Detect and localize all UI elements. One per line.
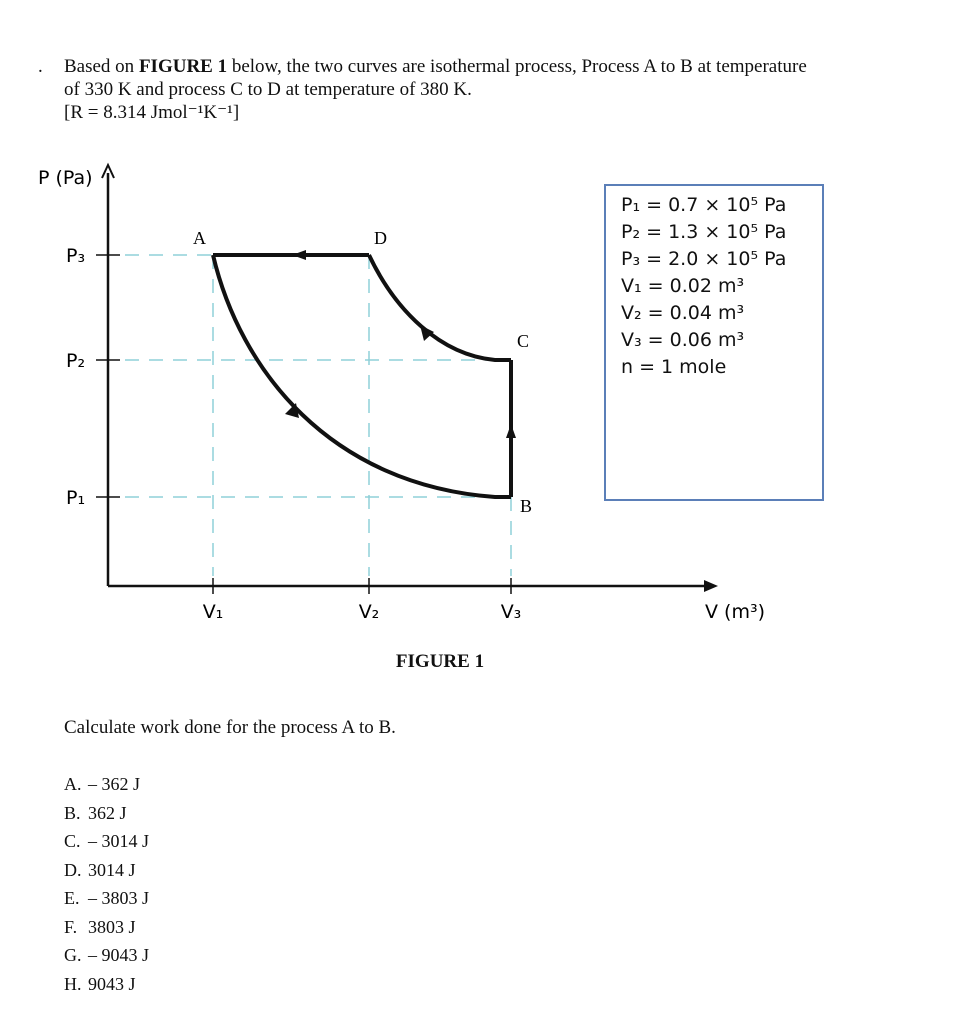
given-n: n = 1 mole [621, 356, 727, 378]
option-text: – 362 J [88, 774, 141, 794]
option-g[interactable] [64, 941, 149, 970]
option-text: – 3803 J [88, 888, 150, 908]
option-letter: H. [64, 973, 82, 994]
option-e[interactable] [64, 884, 149, 913]
option-text: 3803 J [88, 916, 136, 937]
x-axis-arrow-icon [704, 580, 718, 592]
x-tick-label-v2: V₂ [358, 601, 380, 623]
option-text: – 3014 J [88, 831, 150, 851]
option-text: 362 J [88, 802, 127, 823]
option-h[interactable] [64, 970, 149, 999]
given-values-box [604, 184, 824, 501]
option-d[interactable] [64, 856, 149, 885]
point-label-d: D [374, 228, 387, 248]
question-bullet: . [38, 56, 43, 77]
option-letter: F. [64, 916, 78, 937]
process-c-to-d [369, 255, 511, 360]
figure-caption: FIGURE 1 [395, 651, 485, 672]
y-tick-label-p3: P₃ [66, 245, 86, 267]
x-tick-label-v1: V₁ [202, 601, 224, 623]
point-label-a: A [193, 228, 206, 248]
given-p2: P₂ = 1.3 × 10⁵ Pa [621, 221, 787, 243]
question-line-2: of 330 K and process C to D at temperature of 380 K. [64, 79, 472, 100]
option-text: 3014 J [88, 859, 136, 880]
option-f[interactable] [64, 913, 149, 942]
point-label-c: C [517, 331, 530, 351]
arrow-b-to-c-icon [506, 424, 516, 438]
y-axis-label: P (Pa) [38, 167, 93, 189]
y-tick-label-p1: P₁ [66, 487, 86, 509]
point-label-b: B [520, 496, 533, 516]
given-v3: V₃ = 0.06 m³ [621, 329, 745, 351]
question-line-1 [64, 55, 963, 78]
process-a-to-b [213, 255, 511, 497]
option-a[interactable] [64, 770, 149, 799]
x-axis-label: V (m³) [705, 601, 765, 623]
option-c[interactable] [64, 827, 149, 856]
given-v2: V₂ = 0.04 m³ [621, 302, 745, 324]
option-text: 9043 J [88, 973, 136, 994]
question-intro-rest: below, the two curves are isothermal process, Process A to B at temperature [227, 56, 807, 77]
option-letter: B. [64, 802, 81, 823]
figure-reference: FIGURE 1 [138, 56, 228, 77]
given-p3: P₃ = 2.0 × 10⁵ Pa [621, 248, 787, 270]
option-letter: C. [64, 831, 81, 851]
option-letter: G. [64, 945, 82, 965]
arrow-d-to-a-icon [292, 250, 306, 260]
option-letter: A. [64, 774, 82, 794]
option-b[interactable] [64, 799, 149, 828]
question-prompt: Calculate work done for the process A to B. [64, 717, 396, 738]
option-text: – 9043 J [88, 945, 150, 965]
y-tick-label-p2: P₂ [66, 350, 86, 372]
arrow-c-to-d-icon [420, 325, 434, 341]
given-p1: P₁ = 0.7 × 10⁵ Pa [621, 194, 787, 216]
answer-options [64, 770, 149, 998]
x-tick-label-v3: V₃ [500, 601, 522, 623]
given-v1: V₁ = 0.02 m³ [621, 275, 745, 297]
option-letter: D. [64, 859, 82, 880]
option-letter: E. [64, 888, 80, 908]
gas-constant: [R = 8.314 Jmol⁻¹K⁻¹] [64, 102, 240, 123]
question-intro: Based on [64, 56, 139, 77]
